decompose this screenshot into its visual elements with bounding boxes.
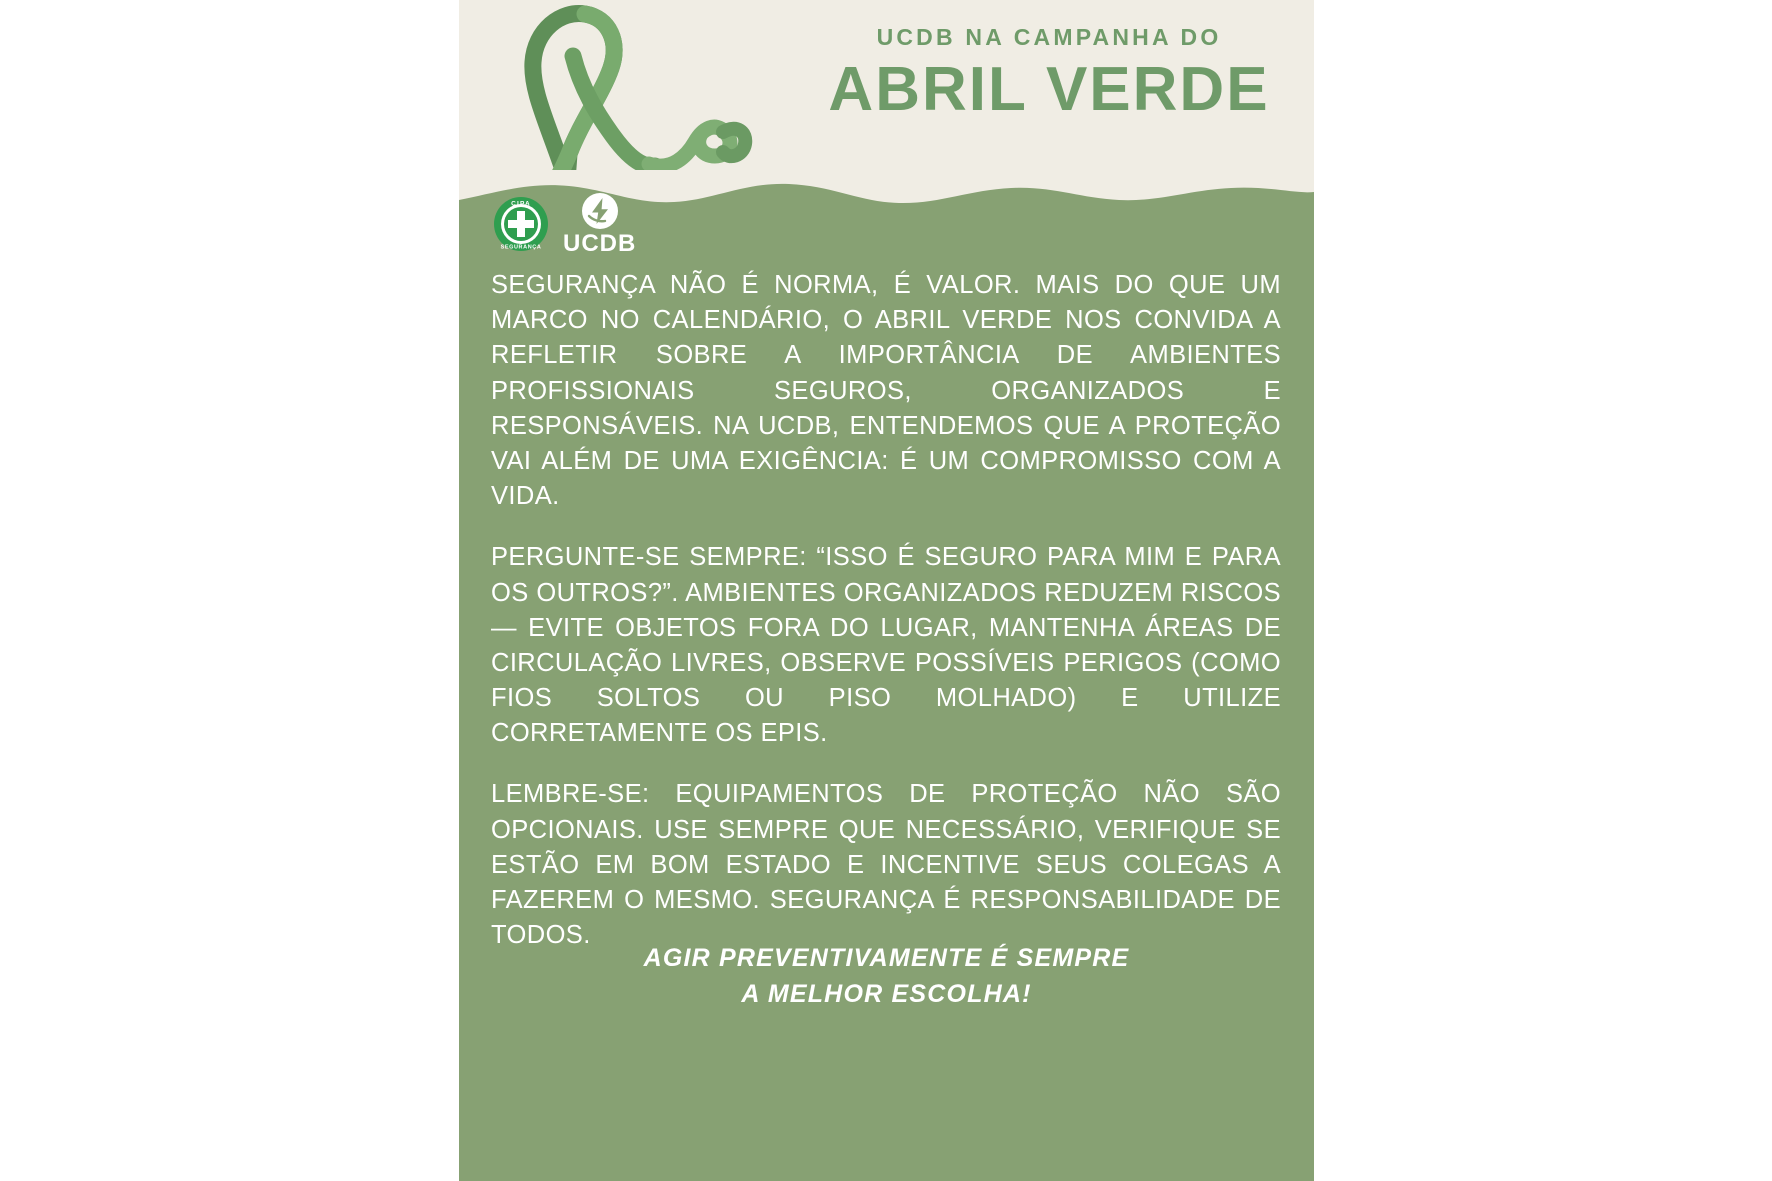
poster-copy [477,268,1295,953]
poster-slogan [459,940,1314,1013]
poster-kicker: UCDB NA CAMPANHA DO [876,24,1222,50]
paragraph-1: SEGURANÇA NÃO É NORMA, É VALOR. MAIS DO QUE UM MARCO NO CALENDÁRIO, O ABRIL VERDE NOS CONVIDA A REFLETIR SOBRE A IMPORTÂNCIA DE AMBIENTES PROFISSIONAIS SEGUROS, ORGANIZADOS E RESPONSÁVEIS. NA UCDB, ENTENDEMOS QUE A PROTEÇÃO VAI ALÉM DE UMA EXIGÊNCIA: É UM COMPROMISSO COM A VIDA. [491,271,1281,511]
ucdb-label: UCDB [563,230,637,257]
slogan-line-2: A MELHOR ESCOLHA! [741,980,1032,1009]
paragraph-3: LEMBRE-SE: EQUIPAMENTOS DE PROTEÇÃO NÃO SÃO OPCIONAIS. USE SEMPRE QUE NECESSÁRIO, VERIFIQUE SE ESTÃO EM BOM ESTADO E INCENTIVE SEUS COLEGAS A FAZEREM O MESMO. SEGURANÇA É RESPONSABILIDADE DE TODOS. [491,780,1281,950]
svg-text:CIPA: CIPA [511,200,531,208]
ucdb-logo [563,192,636,256]
cipa-logo-icon [493,196,549,252]
green-ribbon-icon [489,0,799,196]
logo-group [493,192,636,256]
poster-headline: ABRIL VERDE [828,55,1270,124]
svg-text:SEGURANÇA: SEGURANÇA [500,244,542,251]
poster-body [459,170,1314,1181]
slogan-line-1: AGIR PREVENTIVAMENTE É SEMPRE [643,944,1130,972]
paragraph-2: PERGUNTE-SE SEMPRE: “ISSO É SEGURO PARA MIM E PARA OS OUTROS?”. AMBIENTES ORGANIZADOS REDUZEM RISCOS — EVITE OBJETOS FORA DO LUGAR, MANTENHA ÁREAS DE CIRCULAÇÃO LIVRES, OBSERVE POSSÍVEIS PERIGOS (COMO FIOS SOLTOS OU PISO MOLHADO) E UTILIZE CORRETAMENTE OS EPIS. [491,543,1281,748]
title-block [789,24,1309,122]
abril-verde-poster [459,0,1314,1181]
ucdb-mark-icon [581,192,619,230]
